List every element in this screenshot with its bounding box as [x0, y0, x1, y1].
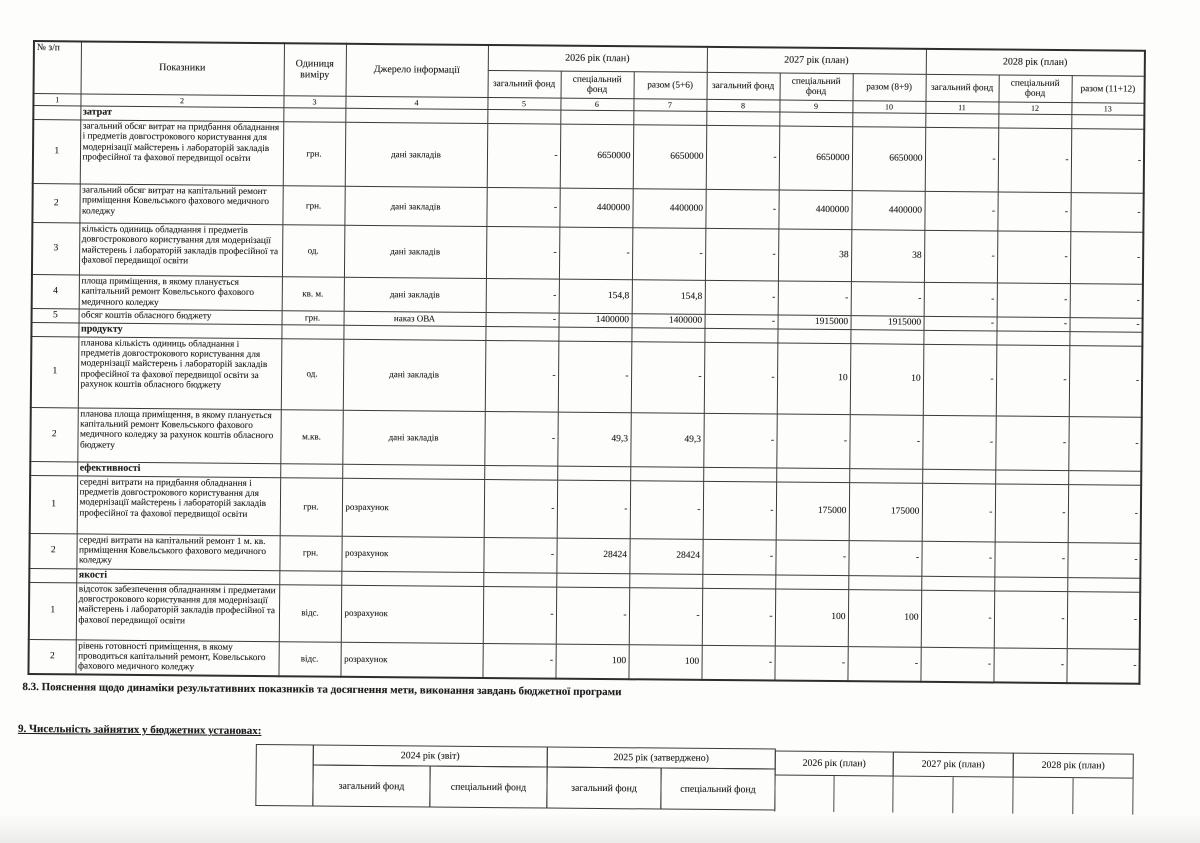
row-number: 2: [29, 533, 76, 568]
source-cell: розрахунок: [341, 585, 483, 643]
value-cell: 49,3: [557, 412, 630, 467]
source-cell: розрахунок: [341, 536, 483, 572]
fund-header: загальний фонд: [707, 72, 780, 100]
staff-table-lead-cell: [255, 744, 314, 807]
empty-cell: [702, 574, 775, 589]
value-cell: -: [997, 192, 1070, 232]
indicator-text: середні витрати на придбання обладнання і предметів довгострокового користування для модернізації майстерень і лабораторій закладів професійної та фахової передвищої освіти: [77, 476, 280, 536]
note-8-3: 8.3. Пояснення щодо динаміки результативних показників та досягнення мети, виконання завдань бюджетної програми: [22, 680, 622, 699]
staff-fund-header: загальний фонд: [546, 767, 661, 810]
empty-cell: [995, 470, 1068, 485]
source-cell: дані закладів: [342, 410, 484, 465]
value-cell: -: [705, 315, 778, 329]
value-cell: -: [924, 230, 997, 283]
column-number: 5: [487, 97, 560, 110]
value-cell: 6650000: [560, 124, 634, 189]
source-cell: дані закладів: [344, 186, 486, 226]
unit-cell: од.: [282, 225, 344, 278]
value-cell: -: [849, 414, 922, 469]
value-cell: -: [996, 345, 1070, 417]
value-cell: 6650000: [633, 125, 707, 190]
value-cell: 4400000: [778, 190, 851, 230]
unit-cell: кв. м.: [282, 277, 344, 312]
empty-cell: [341, 571, 483, 586]
empty-cell: [343, 325, 485, 340]
value-cell: 1915000: [851, 316, 924, 330]
col-header-indicators: Показники: [81, 41, 284, 95]
staff-fund-header: спеціальний фонд: [429, 766, 547, 809]
value-cell: -: [921, 590, 994, 648]
empty-cell: [923, 330, 996, 345]
column-number: 6: [560, 98, 633, 111]
value-cell: -: [997, 283, 1070, 318]
source-cell: дані закладів: [345, 122, 488, 187]
value-cell: -: [630, 480, 704, 539]
empty-cell: [280, 463, 342, 478]
value-cell: -: [998, 128, 1072, 193]
empty-cell: [996, 331, 1069, 346]
empty-cell: [925, 113, 998, 128]
value-cell: -: [1070, 318, 1143, 332]
fund-header: загальний фонд: [926, 74, 999, 102]
empty-cell: [1067, 577, 1140, 592]
value-cell: -: [483, 537, 556, 573]
empty-cell: [631, 327, 704, 342]
fund-header: разом (5+6): [634, 72, 707, 100]
staff-fund-header: спеціальний фонд: [660, 768, 775, 811]
column-number: 7: [633, 99, 706, 112]
value-cell: -: [1068, 484, 1142, 543]
unit-cell: відс.: [279, 584, 341, 642]
empty-cell: [31, 322, 78, 336]
performance-indicators-table: [27, 40, 1146, 685]
value-cell: -: [483, 586, 556, 644]
value-cell: -: [924, 317, 997, 331]
row-number: 2: [28, 639, 75, 674]
value-cell: -: [706, 125, 780, 190]
value-cell: -: [484, 411, 557, 466]
indicator-text: площа приміщення, в якому планується капітальний ремонт Ковельського фахового медичного коледжу: [79, 275, 282, 311]
column-stub-line: [892, 777, 893, 813]
empty-cell: [775, 575, 848, 590]
fund-header: разом (11+12): [1072, 76, 1145, 104]
row-number: 1: [33, 120, 81, 184]
row-number: 3: [32, 223, 79, 275]
value-cell: -: [921, 541, 994, 577]
section-title: продукту: [78, 323, 281, 339]
value-cell: 175000: [776, 482, 850, 541]
staff-year-2026: 2026 рік (план): [775, 751, 894, 777]
value-cell: -: [631, 341, 705, 413]
value-cell: -: [705, 280, 778, 315]
value-cell: -: [485, 340, 559, 412]
source-cell: дані закладів: [344, 225, 486, 278]
unit-cell: грн.: [283, 122, 346, 187]
indicator-text: планова кількість одиниць обладнання і предметів довгострокового користування для модернізації майстерень і лабораторій закладів професійної та фахової передвищої освіти за рахунок коштів обласного бюджету: [78, 337, 282, 410]
empty-cell: [485, 326, 558, 341]
empty-cell: [484, 465, 557, 480]
value-cell: -: [993, 648, 1066, 683]
empty-cell: [850, 329, 923, 344]
value-cell: -: [997, 317, 1070, 331]
row-number: 5: [32, 309, 79, 323]
value-cell: 28424: [629, 538, 702, 574]
row-number: 4: [32, 275, 79, 310]
indicator-text: обсяг коштів обласного бюджету: [79, 309, 282, 324]
column-number: 11: [925, 101, 998, 114]
value-cell: -: [994, 542, 1067, 578]
source-cell: дані закладів: [343, 339, 486, 411]
indicator-row: [31, 336, 1143, 417]
value-cell: 10: [777, 343, 851, 415]
value-cell: -: [702, 539, 775, 575]
indicator-text: рівень готовності приміщення, в якому проводиться капітальний ремонт, Ковельського фахового медичного коледжу: [75, 640, 278, 676]
empty-cell: [922, 469, 995, 484]
value-cell: -: [924, 191, 997, 231]
empty-cell: [556, 573, 629, 588]
staff-year-2024: 2024 рік (звіт): [313, 744, 548, 767]
empty-cell: [779, 112, 852, 127]
value-cell: -: [774, 646, 847, 681]
value-cell: -: [559, 227, 632, 280]
value-cell: 6650000: [852, 127, 926, 192]
empty-cell: [849, 468, 922, 483]
indicator-text: загальний обсяг витрат на придбання обладнання і предметів довгострокового користування для модернізації майстерень і лабораторій закладів професійної та фахової передвищої освіти: [80, 120, 284, 186]
empty-cell: [848, 575, 921, 590]
column-number: 10: [852, 101, 925, 114]
empty-cell: [283, 108, 345, 123]
empty-cell: [487, 109, 560, 124]
empty-cell: [630, 466, 703, 481]
empty-cell: [994, 577, 1067, 592]
staff-year-2028: 2028 рік (план): [1013, 753, 1134, 779]
value-cell: -: [1069, 345, 1143, 417]
column-stub-line: [774, 776, 775, 812]
empty-cell: [29, 568, 76, 582]
empty-cell: [345, 108, 487, 123]
row-number: 1: [29, 582, 76, 639]
indicator-text: середні витрати на капітальний ремонт 1 м. кв. приміщення Ковельського фахового медичного коледжу: [76, 534, 279, 571]
unit-cell: од.: [281, 338, 344, 410]
value-cell: -: [705, 189, 778, 229]
value-cell: -: [702, 588, 775, 646]
year-group-2027: 2027 рік (план): [707, 47, 926, 74]
row-number: 2: [32, 184, 79, 223]
col-header-unit: Одиниця виміру: [284, 43, 346, 96]
value-cell: 4400000: [559, 188, 632, 228]
section-9-title: 9. Чисельність зайнятих у бюджетних установах:: [17, 722, 262, 738]
empty-cell: [281, 324, 343, 339]
value-cell: -: [701, 645, 774, 680]
value-cell: -: [997, 231, 1070, 284]
value-cell: 175000: [849, 482, 923, 541]
indicator-row: [33, 120, 1145, 194]
year-group-2028: 2028 рік (план): [926, 49, 1145, 76]
fund-header: разом (8+9): [853, 74, 926, 102]
empty-cell: [704, 328, 777, 343]
value-cell: -: [487, 123, 561, 188]
unit-cell: м.кв.: [280, 409, 342, 464]
value-cell: -: [482, 643, 555, 678]
empty-cell: [279, 570, 341, 585]
value-cell: -: [1066, 648, 1139, 683]
value-cell: -: [920, 647, 993, 682]
value-cell: -: [629, 587, 703, 645]
empty-cell: [342, 464, 484, 479]
indicator-text: відсоток забезпечення обладнанням і предметами довгострокового користування для модернізації майстерень і лабораторій закладів професійної та фахової передвищої освіти: [76, 583, 279, 642]
empty-cell: [558, 327, 631, 342]
value-cell: 100: [775, 589, 848, 647]
value-cell: -: [484, 479, 558, 538]
value-cell: 4400000: [851, 191, 924, 231]
unit-cell: грн.: [282, 311, 344, 325]
value-cell: -: [776, 414, 849, 469]
section-title: якості: [76, 569, 279, 585]
value-cell: -: [558, 341, 632, 413]
value-cell: -: [995, 484, 1069, 543]
value-cell: -: [486, 313, 559, 327]
value-cell: -: [557, 480, 631, 539]
empty-cell: [852, 113, 925, 128]
empty-cell: [776, 468, 849, 483]
value-cell: 154,8: [559, 279, 632, 314]
value-cell: 1400000: [632, 314, 705, 328]
unit-cell: грн.: [280, 477, 343, 536]
value-cell: 100: [848, 589, 922, 647]
empty-cell: [560, 110, 633, 125]
row-number: 1: [31, 336, 79, 407]
column-number: 13: [1071, 103, 1144, 116]
fund-header: спеціальний фонд: [780, 73, 853, 101]
fund-header: спеціальний фонд: [999, 75, 1072, 103]
source-cell: дані закладів: [344, 277, 486, 312]
row-number: 1: [30, 475, 78, 533]
indicator-row: [30, 407, 1141, 471]
value-cell: -: [556, 587, 629, 645]
empty-cell: [483, 572, 556, 587]
value-cell: -: [924, 282, 997, 317]
value-cell: -: [778, 281, 851, 316]
value-cell: 154,8: [632, 280, 705, 315]
indicator-text: кількість одиниць обладнання і предметів довгострокового користування для модернізації майстерень і лабораторій закладів професійної та фахової передвищої освіти: [79, 223, 282, 277]
staff-count-table: [255, 742, 1136, 843]
value-cell: -: [486, 226, 559, 279]
indicator-text: планова площа приміщення, в якому планується капітальний ремонт Ковельського фахового медичного коледжу за рахунок коштів обласного бюджету: [77, 408, 280, 464]
indicator-text: загальний обсяг витрат на капітальний ремонт приміщення Ковельського фахового медичного коледжу: [79, 184, 282, 225]
empty-cell: [30, 461, 77, 475]
staff-fund-header: загальний фонд: [312, 764, 430, 807]
year-group-2026: 2026 рік (план): [488, 45, 707, 72]
value-cell: 100: [628, 644, 701, 679]
value-cell: 4400000: [632, 189, 705, 229]
column-number: 9: [779, 100, 852, 113]
value-cell: 10: [850, 343, 924, 415]
indicator-row: [29, 582, 1140, 649]
value-cell: 38: [778, 229, 851, 282]
value-cell: -: [486, 187, 559, 227]
col-header-source: Джерело інформації: [346, 44, 488, 98]
source-cell: розрахунок: [340, 642, 482, 678]
section-title: затрат: [80, 106, 283, 122]
column-number: 8: [706, 99, 779, 112]
value-cell: -: [775, 540, 848, 576]
column-stub-line: [952, 777, 953, 813]
staff-year-2027: 2027 рік (план): [893, 752, 1014, 778]
empty-cell: [1071, 115, 1144, 130]
indicator-row: [30, 475, 1141, 543]
value-cell: -: [1070, 232, 1143, 285]
value-cell: -: [704, 342, 778, 414]
value-cell: 38: [851, 230, 924, 283]
empty-cell: [629, 573, 702, 588]
empty-cell: [557, 466, 630, 481]
value-cell: -: [1071, 129, 1145, 194]
column-stub-line: [1132, 779, 1133, 815]
unit-cell: відс.: [278, 641, 340, 676]
value-cell: -: [703, 481, 777, 540]
staff-year-2025: 2025 рік (затверджено): [547, 747, 776, 770]
col-header-number: № з/п: [34, 41, 81, 94]
value-cell: 100: [555, 644, 628, 679]
empty-cell: [703, 467, 776, 482]
source-cell: розрахунок: [342, 478, 485, 537]
value-cell: 28424: [556, 538, 629, 574]
value-cell: 1915000: [778, 315, 851, 329]
value-cell: 49,3: [630, 412, 703, 467]
empty-cell: [1068, 470, 1141, 485]
unit-cell: грн.: [282, 186, 344, 226]
empty-cell: [1069, 331, 1142, 346]
column-stub-line: [1012, 778, 1013, 814]
value-cell: -: [1067, 591, 1140, 649]
value-cell: 6650000: [779, 126, 853, 191]
section-title: ефективності: [77, 462, 280, 478]
value-cell: -: [995, 416, 1068, 471]
column-stub-line: [1072, 778, 1073, 814]
indicator-row: [32, 223, 1143, 285]
empty-cell: [777, 329, 850, 344]
empty-cell: [33, 106, 80, 120]
value-cell: -: [1068, 416, 1141, 471]
value-cell: -: [486, 278, 559, 313]
value-cell: -: [1070, 193, 1143, 233]
value-cell: -: [703, 413, 776, 468]
row-number: 2: [30, 407, 77, 461]
empty-cell: [706, 111, 779, 126]
value-cell: -: [923, 344, 997, 416]
empty-cell: [998, 114, 1071, 129]
column-number: 12: [998, 102, 1071, 115]
column-number: 4: [345, 96, 487, 109]
column-stub-line: [833, 776, 834, 812]
value-cell: -: [922, 483, 996, 542]
column-number: 1: [33, 94, 80, 106]
column-number: 2: [80, 94, 283, 108]
fund-header: спеціальний фонд: [561, 71, 634, 99]
value-cell: -: [705, 228, 778, 281]
value-cell: -: [1070, 284, 1143, 319]
value-cell: -: [851, 282, 924, 317]
value-cell: -: [925, 127, 999, 192]
empty-cell: [921, 576, 994, 591]
unit-cell: грн.: [279, 535, 341, 571]
value-cell: -: [632, 228, 705, 281]
column-number: 3: [283, 96, 345, 109]
value-cell: 1400000: [559, 313, 632, 327]
value-cell: -: [922, 415, 995, 470]
empty-cell: [633, 111, 706, 126]
value-cell: -: [994, 591, 1067, 649]
fund-header: загальний фонд: [488, 70, 561, 98]
source-cell: наказ ОВА: [344, 311, 486, 326]
value-cell: -: [1067, 542, 1140, 578]
value-cell: -: [848, 540, 921, 576]
value-cell: -: [847, 646, 920, 681]
